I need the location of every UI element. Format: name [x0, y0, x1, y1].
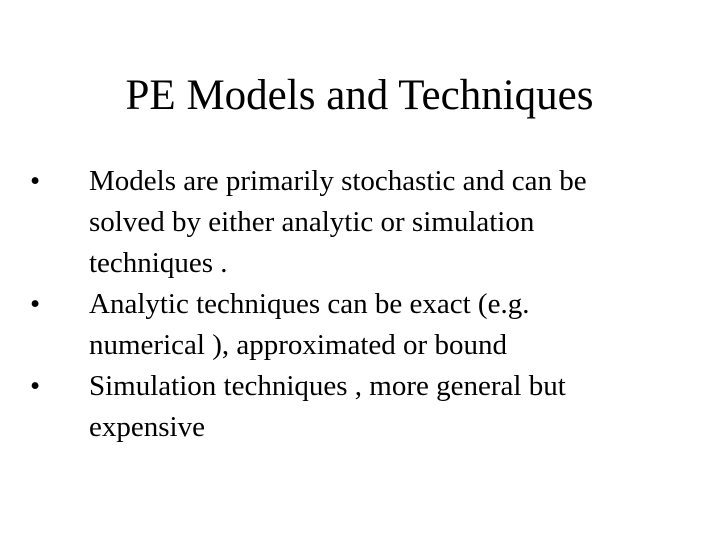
bullet-text-line: techniques .: [89, 247, 228, 279]
bullet-icon: •: [30, 288, 41, 320]
bullet-text-line: numerical ), approximated or bound: [89, 329, 507, 361]
bullet-list: [30, 161, 690, 448]
bullet-text-line: Analytic techniques can be exact (e.g.: [89, 288, 530, 320]
bullet-icon: •: [30, 370, 41, 402]
bullet-item: [30, 366, 690, 448]
bullet-text-line: Simulation techniques , more general but: [89, 370, 566, 402]
bullet-item: [30, 284, 690, 366]
slide-title: PE Models and Techniques: [125, 72, 594, 119]
bullet-text-line: Models are primarily stochastic and can be: [89, 165, 587, 197]
bullet-text-line: expensive: [89, 411, 205, 443]
bullet-text-line: solved by either analytic or simulation: [89, 206, 535, 238]
bullet-item: [30, 161, 690, 284]
bullet-icon: •: [30, 165, 41, 197]
